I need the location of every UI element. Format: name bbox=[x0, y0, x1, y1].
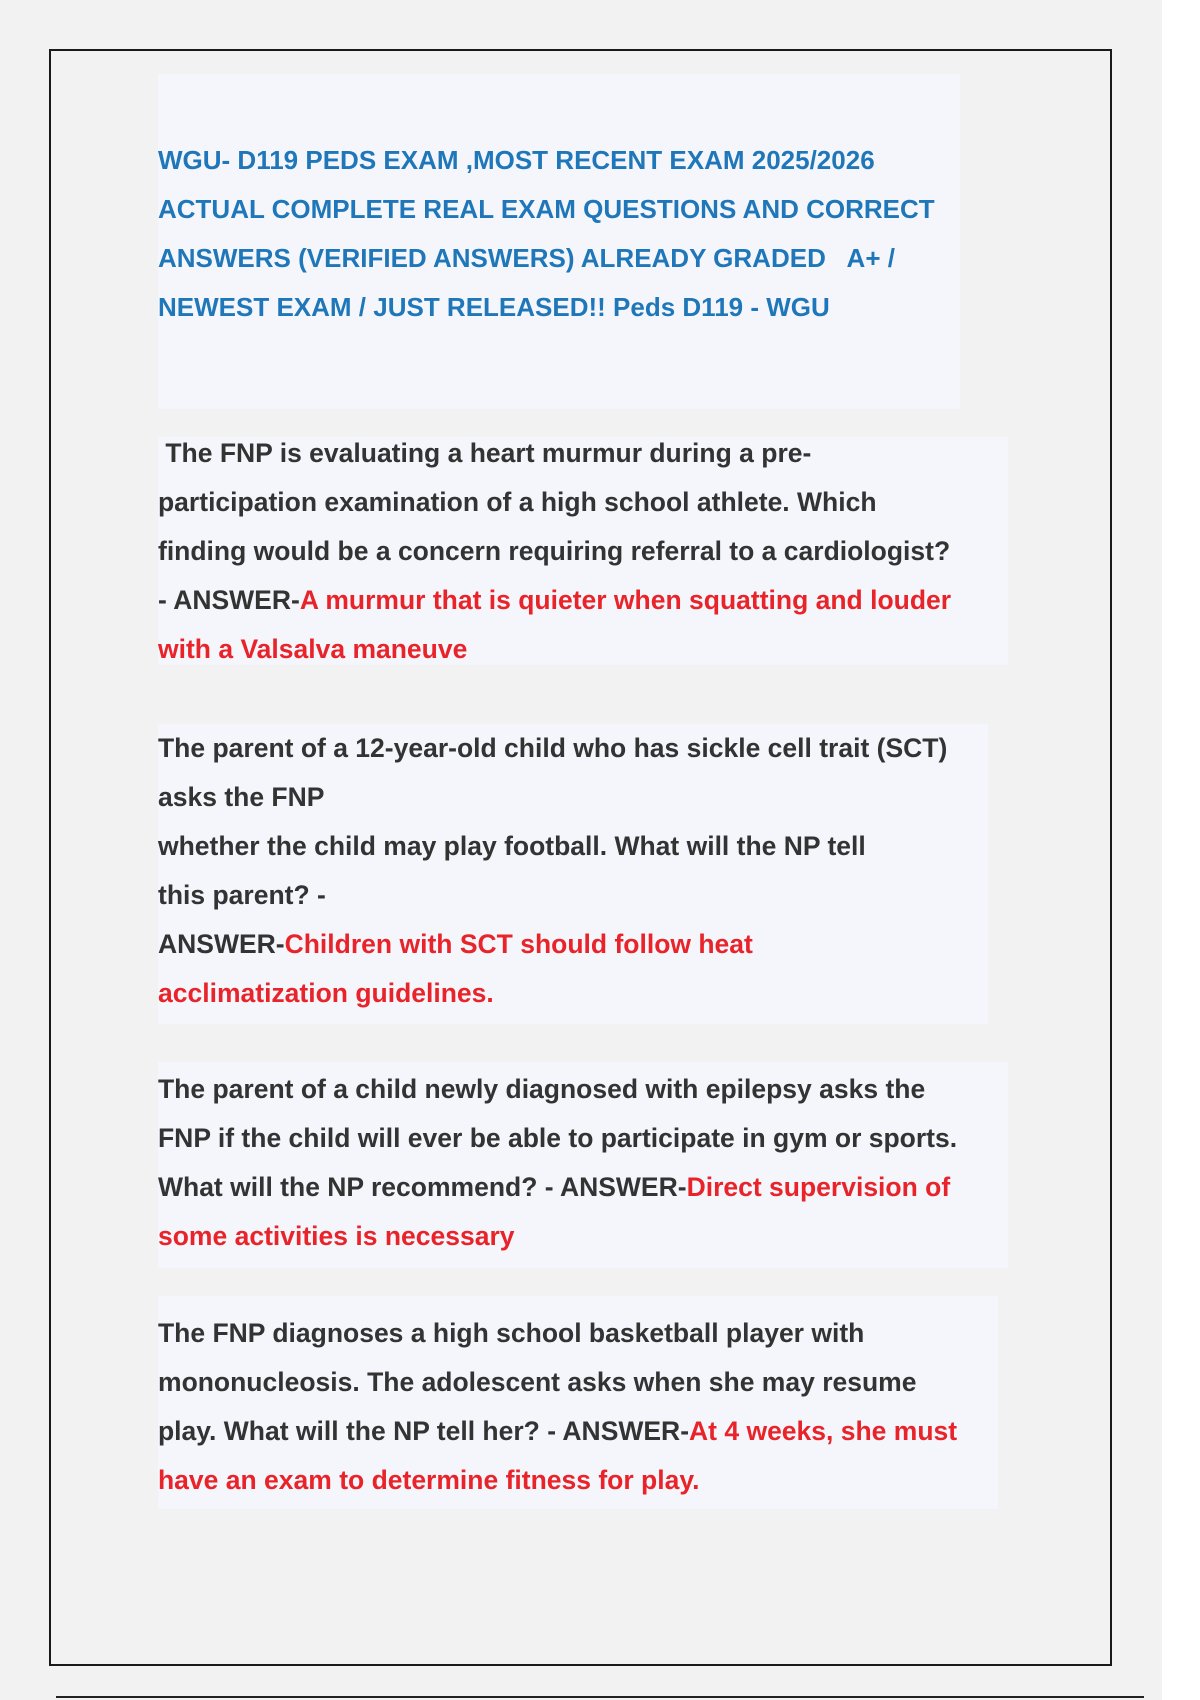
page-margin bbox=[1162, 0, 1200, 1700]
answer-line bbox=[158, 576, 1028, 625]
question-1 bbox=[158, 429, 1028, 674]
answer-prefix: - ANSWER- bbox=[158, 585, 300, 615]
question-line: The parent of a child newly diagnosed with epilepsy asks the bbox=[158, 1074, 926, 1104]
answer-text: At 4 weeks, she must bbox=[689, 1416, 958, 1446]
question-line: this parent? - bbox=[158, 880, 326, 910]
answer-word: follow bbox=[614, 929, 691, 959]
question-3 bbox=[158, 1065, 1028, 1261]
title-line: WGU- D119 PEDS EXAM ,MOST RECENT EXAM 2025/2026 bbox=[158, 145, 875, 175]
answer-text: some activities is necessary bbox=[158, 1221, 515, 1251]
answer-text: Direct supervision of bbox=[686, 1172, 951, 1202]
document-title bbox=[158, 136, 1028, 332]
answer-text: acclimatization guidelines. bbox=[158, 978, 494, 1008]
answer-text: with a Valsalva maneuve bbox=[158, 634, 468, 664]
question-4 bbox=[158, 1309, 1028, 1505]
page-bottom-rule bbox=[56, 1696, 1144, 1698]
answer-word: SCT bbox=[459, 929, 513, 959]
question-tail: What will the NP recommend? - ANSWER- bbox=[158, 1172, 687, 1202]
answer-text: A murmur that is quieter when squatting and louder bbox=[299, 585, 952, 615]
question-line: mononucleosis. The adolescent asks when she may resume bbox=[158, 1367, 917, 1397]
question-line: The FNP is evaluating a heart murmur during a pre- bbox=[158, 438, 812, 468]
question-2 bbox=[158, 724, 1028, 1018]
title-line: ANSWERS (VERIFIED ANSWERS) ALREADY GRADED A+ / bbox=[158, 243, 895, 273]
title-line: ACTUAL COMPLETE REAL EXAM QUESTIONS AND CORRECT bbox=[158, 194, 935, 224]
question-line: asks the FNP bbox=[158, 782, 325, 812]
answer-word: heat bbox=[698, 929, 753, 959]
answer-line bbox=[158, 920, 955, 969]
question-line: The parent of a 12-year-old child who has sickle cell trait (SCT) bbox=[158, 733, 948, 763]
question-line: The FNP diagnoses a high school basketball player with bbox=[158, 1318, 865, 1348]
question-line: FNP if the child will ever be able to participate in gym or sports. bbox=[158, 1123, 958, 1153]
answer-word: should bbox=[520, 929, 608, 959]
answer-line bbox=[158, 1163, 1028, 1212]
question-tail: play. What will the NP tell her? - ANSWER- bbox=[158, 1416, 690, 1446]
answer-text: have an exam to determine fitness for play. bbox=[158, 1465, 700, 1495]
answer-line bbox=[158, 1407, 1028, 1456]
question-line: participation examination of a high school athlete. Which bbox=[158, 487, 877, 517]
question-line: whether the child may play football. What will the NP tell bbox=[158, 831, 866, 861]
answer-word: with bbox=[399, 929, 453, 959]
answer-text: Children bbox=[284, 929, 393, 959]
answer-word bbox=[158, 929, 392, 959]
answer-prefix: ANSWER- bbox=[158, 929, 285, 959]
title-line: NEWEST EXAM / JUST RELEASED!! Peds D119 - WGU bbox=[158, 292, 830, 322]
question-line: finding would be a concern requiring referral to a cardiologist? bbox=[158, 536, 951, 566]
